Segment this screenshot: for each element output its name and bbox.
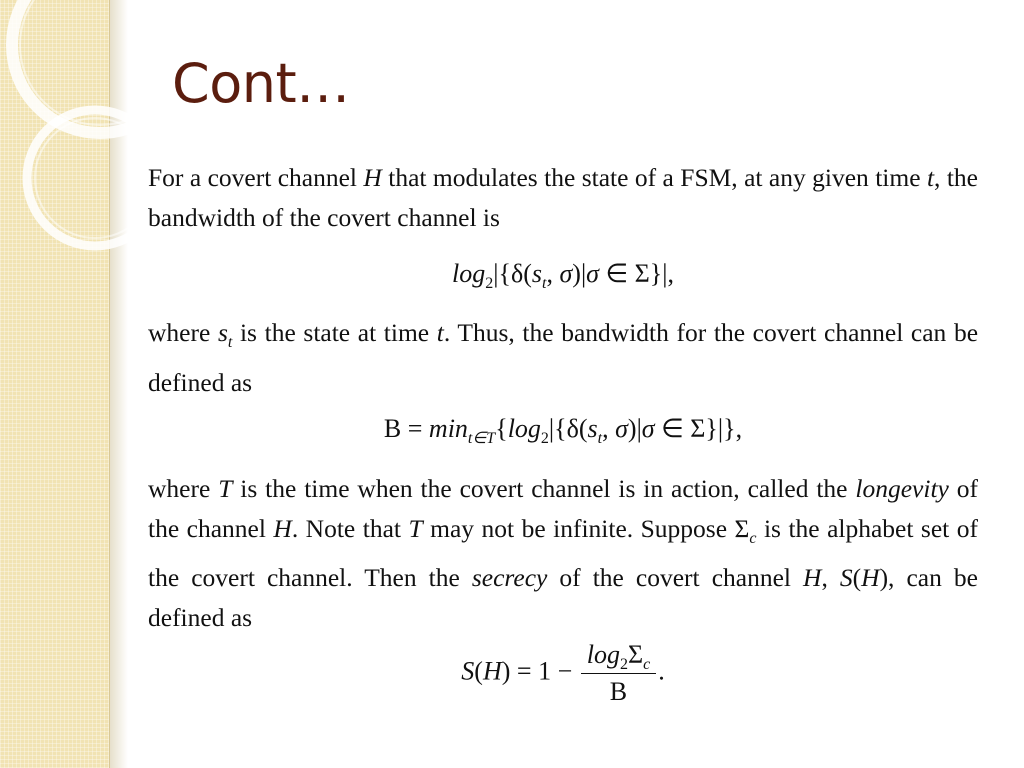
math-variable: S: [839, 563, 853, 593]
math-variable: σ: [559, 259, 573, 288]
math-segment: ∈ Σ}|},: [654, 414, 743, 443]
math-segment: ,: [546, 259, 560, 288]
math-segment: |{δ(: [548, 414, 588, 443]
math-segment: {: [495, 414, 508, 443]
math-segment: (: [474, 656, 483, 686]
text-segment: that modulates the state of a FSM, at any given time: [381, 163, 927, 192]
paragraph-intro: [148, 158, 978, 237]
math-subscript: 2: [540, 430, 549, 447]
text-segment: (: [852, 563, 862, 593]
math-variable: σ: [615, 414, 628, 443]
math-min: min: [428, 414, 468, 443]
slide-title: Cont…: [172, 52, 350, 115]
fraction-denominator: B: [609, 677, 628, 706]
math-variable: σ: [586, 259, 599, 288]
math-segment: =: [401, 414, 429, 443]
text-segment: of the channel: [148, 474, 978, 543]
fraction-numerator: [581, 640, 656, 674]
text-segment: ,: [821, 563, 840, 593]
math-log: log: [452, 259, 486, 288]
math-subscript: c: [749, 529, 757, 547]
math-log: log: [586, 640, 620, 669]
math-variable: H: [363, 163, 382, 192]
math-sigma: Σ: [627, 640, 644, 669]
math-subscript: 2: [619, 656, 628, 673]
emphasis-longevity: longevity: [855, 474, 949, 503]
text-segment: . Thus, the bandwidth for the covert channel can be defined as: [148, 318, 979, 397]
math-variable: H: [273, 513, 292, 543]
math-variable: t: [926, 163, 935, 192]
math-segment: |{δ(: [493, 259, 532, 288]
math-variable: σ: [641, 414, 655, 443]
math-log: log: [507, 414, 541, 443]
equation-min-bandwidth: [148, 414, 978, 447]
math-segment: )|: [572, 259, 587, 288]
text-segment: is the alphabet set of the covert channel. Then the: [148, 513, 978, 593]
emphasis-secrecy: secrecy: [471, 563, 548, 593]
paragraph-longevity-secrecy: [148, 469, 978, 637]
text-segment: , the bandwidth of the covert channel is: [148, 163, 978, 232]
math-variable: s: [531, 259, 542, 288]
math-variable: s: [217, 318, 228, 347]
math-variable: T: [218, 474, 233, 503]
text-segment: is the time when the covert channel is in action, called the: [232, 474, 856, 503]
math-variable: T: [408, 513, 423, 543]
text-segment: where: [148, 318, 218, 347]
text-segment: where: [148, 474, 219, 503]
math-segment: ,: [602, 414, 616, 443]
math-subscript: t∈T: [467, 430, 496, 447]
fraction: [581, 640, 656, 707]
math-segment: )|: [627, 414, 642, 443]
text-segment: of the covert channel: [547, 563, 804, 593]
text-segment: ), can be defined as: [148, 563, 978, 632]
equation-bandwidth: [148, 259, 978, 292]
math-segment: ∈ Σ}|,: [598, 259, 674, 288]
math-segment: ): [501, 656, 511, 686]
math-variable: H: [803, 563, 822, 593]
math-subscript: c: [643, 656, 651, 673]
text-segment: For a covert channel: [148, 163, 364, 192]
text-segment: may not be infinite. Suppose Σ: [422, 513, 750, 543]
text-segment: is the state at time: [232, 318, 437, 347]
math-subscript: 2: [485, 275, 494, 292]
math-subscript: t: [542, 275, 547, 292]
math-variable: S: [461, 656, 475, 686]
text-segment: . Note that: [291, 513, 409, 543]
math-symbol-B: B: [383, 414, 402, 443]
math-variable: t: [436, 318, 444, 347]
equation-secrecy: [148, 640, 978, 707]
math-variable: s: [587, 414, 598, 443]
paragraph-state: [148, 313, 978, 402]
math-subscript: t: [227, 334, 233, 352]
math-variable: H: [482, 656, 502, 686]
math-segment: = 1 −: [510, 656, 579, 686]
math-segment: .: [658, 656, 665, 686]
math-variable: H: [861, 563, 880, 593]
math-subscript: t: [597, 430, 603, 447]
